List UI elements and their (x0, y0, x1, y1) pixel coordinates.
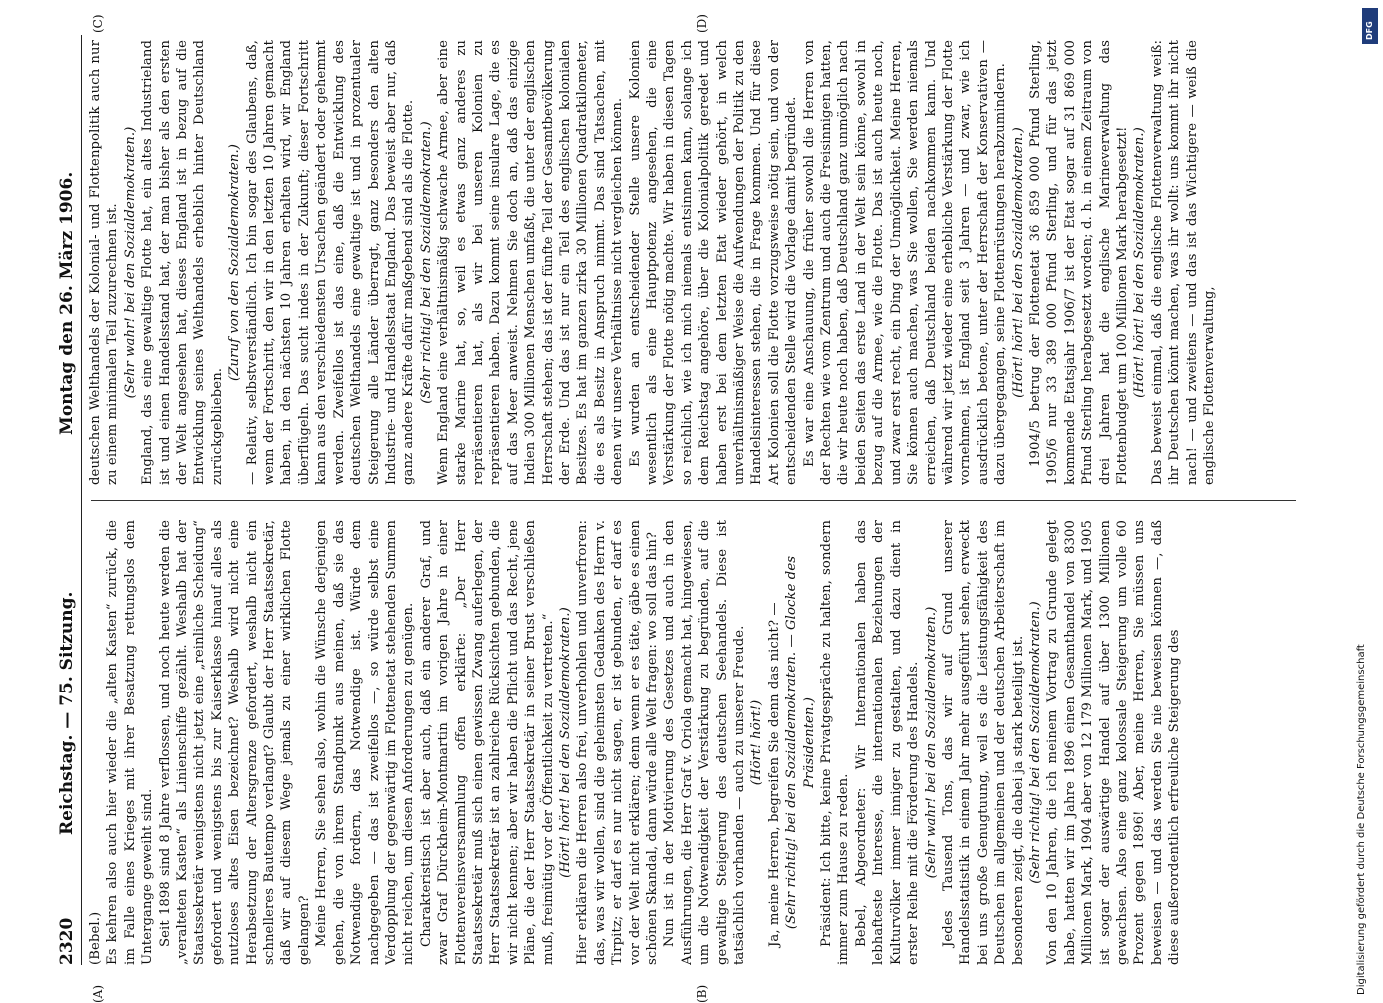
left-column (87, 520, 1297, 965)
section-marker-a: (A) (91, 984, 105, 1003)
paragraph: (Bebel.) (88, 911, 103, 965)
paragraph: Bebel, Abgeordneter: Wir Internationalen haben das lebhafteste Interesse, die internationalen Beziehungen der Kulturvölker immer inniger zu gestalten, und dazu dient in erster Reihe mit die Förderung des Handels. (853, 520, 922, 965)
paragraph: (Sehr wahr! bei den Sozialdemokraten.) (122, 126, 138, 399)
paragraph: Ja, meine Herren, begreifen Sie denn das nicht? — (766, 602, 782, 947)
paragraph: Es war eine Anschauung, die früher sowohl die Herren von der Rechten wie vom Zentrum und auch die Freisinnigen hatten, die wir heute noch haben, daß Deutschland ganz unmöglich nach beiden Seiten das erste Land in der Welt sein könne, sowohl in bezug auf die Armee, wie die Flotte. Das ist auch heute noch, und zwar erst recht, ein Ding der Unmöglichkeit. Meine Herren, Sie können auch machen, was Sie wollen, Sie werden niemals erreichen, daß Deutschland beiden nachkommen kann. Und während wir jetzt wieder eine erhebliche Verstärkung der Flotte vornehmen, ist England seit 3 Jahren — und zwar, wie ich ausdrücklich betone, unter der Herrschaft der Konservativen — dazu übergegangen, seine Flottenrüstungen herabzumindern. (801, 40, 1009, 485)
paragraph: England, das eine gewaltige Flotte hat, ein altes Industrieland ist und einen Handelsstand hat, der man bisher als den ersten der Welt angesehen hat, dieses England ist in bezug auf die Entwicklung seines Welthandels erheblich hinter Deutschland zurückgeblieben. (140, 40, 225, 485)
paragraph: deutschen Welthandels der Kolonial- und Flottenpolitik auch nur zu einem minimalen Teil zuzurechnen ist. (88, 40, 121, 485)
paragraph: Wenn England eine verhältnismäßig schwache Armee, aber eine starke Marine hat, so, weil es etwas ganz anderes zu repräsentieren hat, als wir bei unseren Kolonien zu repräsentieren haben. Dazu kommt seine insulare Lage, die es auf das Meer anweist. Nehmen Sie doch an, daß das einzige Indien 300 Millionen Menschen umfaßt, die unter der englischen Herrschaft stehen; das ist der fünfte Teil der Gesamtbevölkerung der Erde. Und das ist nur ein Teil des englischen kolonialen Besitzes. Es hat im ganzen zirka 30 Millionen Quadratkilometer, die es als Besitz in Anspruch nimmt. Das sind Tatsachen, mit denen wir unsere Verhältnisse nicht vergleichen können. (436, 40, 626, 485)
paragraph: (Sehr richtig! bei den Sozialdemokraten.) (1027, 601, 1043, 884)
page-header (55, 35, 82, 965)
section-marker-d: (D) (695, 14, 709, 33)
paragraph: Es kehren also auch hier wieder die „alten Kasten“ zurück, die im Falle eines Krieges mit ihrer Besatzung rettungslos dem Untergange geweiht sind. (105, 520, 156, 965)
paragraph: (Zuruf von den Sozialdemokraten.) (227, 144, 243, 381)
paragraph: Von den 10 Jahren, die ich meinem Vortrag zu Grunde gelegt habe, hatten wir im Jahre 1896 einen Gesamthandel von 8300 Millionen Mark, 1904 aber von 12 179 Millionen Mark, und 1905 ist sogar der auswärtige Handel auf über 1300 Millionen gewachsen. Also eine ganz kolossale Steigerung um volle 60 Prozent gegen 1896! Aber, meine Herren, Sie müssen uns beweisen — und das werden Sie nie beweisen können —, daß diese außerordentlich erfreuliche Steigerung des (1045, 520, 1183, 965)
paragraph: Es wurden an entscheidender Stelle unsere Kolonien wesentlich als eine Hauptpotenz angesehen, die eine Verstärkung der Flotte nötig machte. Wir haben in diesen Tagen so reichlich, wie ich mich niemals entsinnen kann, solange ich dem Reichstag angehöre, über die Kolonialpolitik geredet und haben erst bei dem letzten Etat wieder gehört, in welch unverhältnismäßiger Weise die Aufwendungen der Politik zu den Handelsinteressen stehen, die in Frage kommen. Und für diese Art Kolonien soll die Flotte vorzugsweise nötig sein, und von der entscheidenden Stelle wird die Vorlage damit begründet. (627, 40, 800, 485)
paragraph: Jedes Tausend Tons, das wir auf Grund unserer Handelsstatistik in einem Jahr mehr ausgeführt sehen, erweckt bei uns große Genugtuung, weil es die Leistungsfähigkeit des Deutschen im allgemeinen und der deutschen Arbeiterschaft im besonderen zeigt, die dabei ja stark beteiligt ist. (940, 520, 1026, 965)
column-divider (91, 500, 1296, 501)
right-column (87, 40, 1297, 485)
page-number: 2320 (57, 917, 77, 965)
section-marker-c: (C) (91, 14, 105, 33)
paragraph: (Sehr richtig! bei den Sozialdemokraten. — Glocke des Präsidenten.) (784, 555, 817, 930)
paragraph: Seit 1898 sind 8 Jahre verflossen, und noch heute werden die „veralteten Kasten“ als Linienschiffe gezählt. Weshalb hat der Staatssekretär wenigstens nicht jetzt eine „reinliche Scheidung“ gefordert und wenigstens bis zur Kaiserklasse hinauf alles als nutzloses altes Eisen bezeichnet? Weshalb wird nicht eine Herabsetzung der Altersgrenze gefordert, weshalb nicht ein schnelleres Bautempo verlangt? Glaubt der Herr Staatssekretär, daß wir auf diesem Wege jemals zu einer wirklichen Flotte gelangen? (157, 520, 312, 965)
paragraph: Nun ist in der Motivierung des Gesetzes und auch in den Ausführungen, die Herr Graf v. Oriola gemacht hat, hingewiesen, um die Notwendigkeit der Verstärkung zu begründen, auf die gewaltige Steigerung des deutschen Seehandels. Diese ist tatsächlich vorhanden — auch zu unserer Freude. (662, 520, 748, 965)
digitization-note (1356, 644, 1374, 995)
running-title-left: Reichstag. — 75. Sitzung. (57, 591, 77, 835)
paragraph: 1904/5 betrug der Flottenetat 36 859 000 Pfund Sterling, 1905/6 nur 33 389 000 Pfund Sterling, und für das jetzt kommende Etatsjahr 1906/7 ist der Etat sogar auf 31 869 000 Pfund Sterling herabgesetzt worden; d. h. in einem Zeitraum von drei Jahren hat die englische Marineverwaltung das Flottenbudget um 100 Millionen Mark herabgesetzt! (1027, 40, 1130, 485)
paragraph: (Hört! hört!) (749, 699, 765, 786)
paragraph: Meine Herren, Sie sehen also, wohin die Wünsche derjenigen gehen, die von ihrem Standpunkt aus meinen, daß sie das Notwendige fordern, das Notwendige ist. Würde dem nachgegeben — das ist zweifellos —, so würde selbst eine Verdopplung der gegenwärtig im Flottenetat stehenden Summen nicht reichen, um diesen Anforderungen zu genügen. (314, 520, 417, 965)
dfg-logo (1362, 8, 1378, 44)
paragraph: Das beweist einmal, daß die englische Flottenverwaltung weiß: ihr Deutschen könnt machen, was ihr wollt: uns kommt ihr nicht nach! — und zweitens — und das ist das Wichtigere — weiß die englische Flottenverwaltung, (1149, 40, 1217, 485)
paragraph: Charakteristisch ist aber auch, daß ein anderer Graf, und zwar Graf Dürckheim-Montmartin im vorigen Jahre in einer Flottenvereinsversammlung offen erklärte: „Der Herr Staatssekretär muß sich einen gewissen Zwang auferlegen, der Herr Staatssekretär ist an zahlreiche Rücksichten gebunden, die wir nicht kennen; aber wir haben die Pflicht und das Recht, jene Pläne, die der Herr Staatssekretär in seiner Brust verschließen muß, freimütig vor der Öffentlichkeit zu vertreten.“ (418, 520, 556, 965)
running-title-right: Montag den 26. März 1906. (57, 171, 77, 435)
paragraph: (Hört! hört! bei den Sozialdemokraten.) (557, 607, 573, 878)
paragraph: Präsident: Ich bitte, keine Privatgespräche zu halten, sondern immer zum Hause zu reden. (819, 520, 852, 965)
paragraph: (Sehr richtig! bei den Sozialdemokraten.) (418, 121, 434, 404)
paragraph: Hier erklären die Herren also frei, unverhohlen und unverfroren: das, was wir wollen, sind die geheimsten Gedanken des Herrn v. Tirpitz; er darf es nur nicht sagen, er ist gebunden, er darf es vor der Welt nicht erklären; denn wenn er es täte, gäbe es einen schönen Skandal, dann würde alle Welt fragen: wo soll das hin? (575, 520, 660, 965)
dfg-logo-text: DFG (1365, 21, 1374, 40)
section-marker-b: (B) (695, 984, 709, 1003)
paragraph: (Sehr wahr! bei den Sozialdemokraten.) (923, 606, 939, 879)
digitization-note-text: Digitalisierung gefördert durch die Deutsche Forschungsgemeinschaft (1356, 644, 1367, 995)
rotated-page-content (55, 14, 1315, 1003)
paragraph: (Hört! hört! bei den Sozialdemokraten.) (1132, 127, 1148, 398)
paragraph: — Relativ, selbstverständlich. Ich bin sogar des Glaubens, daß, wenn der Fortschritt, den wir in den letzten 10 Jahren gemacht haben, in den nächsten 10 Jahren erhalten wird, wir England überflügeln. Das sucht indes in der Zukunft; dieser Fortschritt kann aus den verschiedensten Ursachen geändert oder gehemmt werden. Zweifellos ist das eine, daß die Entwicklung des deutschen Welthandels eine gewaltige ist und in prozentualer Steigerung alle Länder überragt, ganz besonders den alten Industrie- und Handelsstaat England. Das beweist aber nur, daß ganz andere Kräfte dafür maßgebend sind als die Flotte. (244, 40, 417, 485)
paragraph: (Hört! hört! bei den Sozialdemokraten.) (1010, 127, 1026, 398)
